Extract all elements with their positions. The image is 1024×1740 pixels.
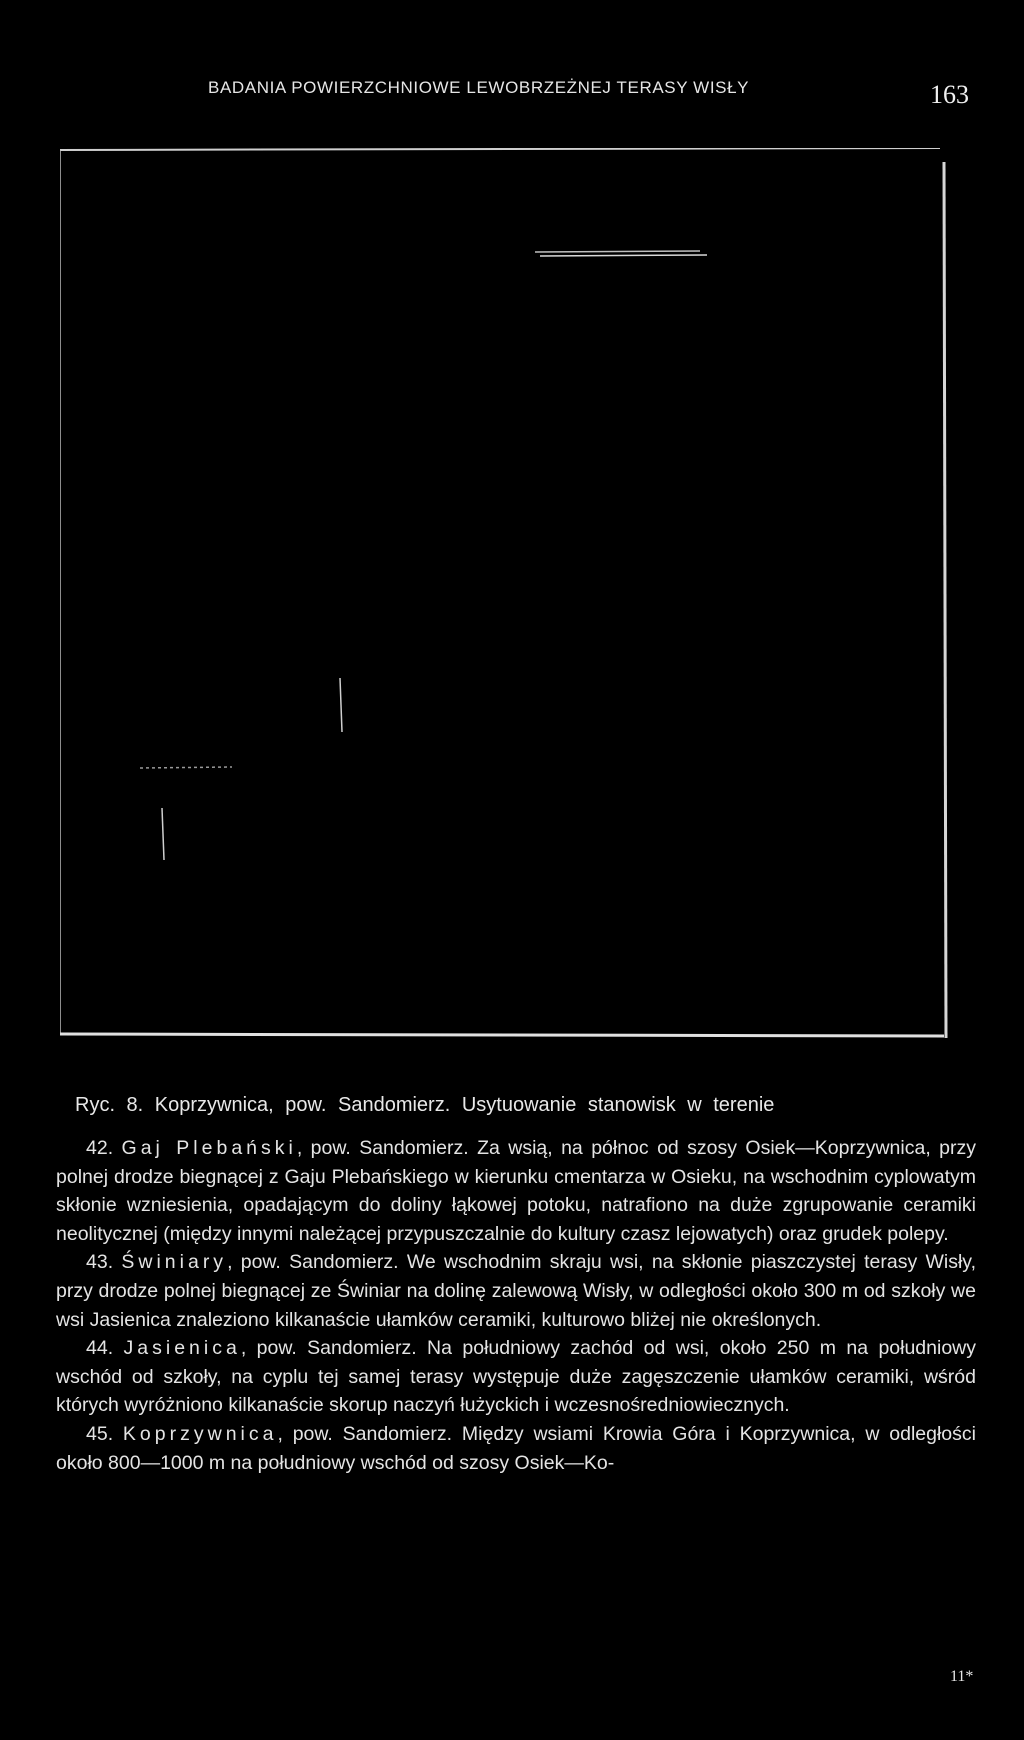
page-number: 163	[930, 80, 969, 109]
figure-caption: Ryc. 8. Koprzywnica, pow. Sandomierz. Usytuowanie stanowisk w terenie	[75, 1094, 775, 1116]
entry-number: 43.	[86, 1251, 114, 1274]
entry-text: , pow. Sandomierz. Na południowy zachód od wsi, około 250 m na południowy wschód od szkoły, na cyplu tej samej terasy występuje duże zagęszczenie ułamków ceramiki, wśród których wyróżniono kilkanaście skorup naczyń łużyckich i wczesnośredniowiecznych.	[56, 1337, 977, 1417]
map-frame-drawing	[60, 148, 950, 1040]
entry-place-name: Koprzywnica	[122, 1422, 278, 1445]
signature-mark: 11*	[950, 1668, 974, 1685]
entry-place-name: Gaj Plebański	[121, 1137, 297, 1159]
entry-number: 44.	[86, 1337, 114, 1360]
entry-text: , pow. Sandomierz. We wschodnim skraju wsi, na skłonie piaszczystej terasy Wisły, przy drodze polnej biegnącej ze Świniar na dolinę zalewową Wisły, w odległości około 300 m od szkoły we wsi Jasienica znaleziono kilkanaście ułamków ceramiki, kulturowo bliżej nie określonych.	[56, 1251, 977, 1331]
entry-paragraph	[56, 1134, 976, 1248]
body-text	[56, 1134, 976, 1477]
entry-number: 42.	[86, 1137, 114, 1159]
entry-paragraph	[56, 1334, 976, 1420]
figure-map	[60, 148, 950, 1040]
entry-paragraph	[56, 1420, 976, 1477]
entry-paragraph	[56, 1248, 976, 1334]
entry-number: 45.	[86, 1422, 114, 1445]
entry-place-name: Jasienica	[123, 1337, 241, 1360]
entry-place-name: Świniary	[121, 1251, 228, 1274]
running-title: BADANIA POWIERZCHNIOWE LEWOBRZEŻNEJ TERASY WISŁY	[208, 78, 750, 97]
entry-text: , pow. Sandomierz. Za wsią, na północ od szosy Osiek—Koprzywnica, przy polnej drodze biegnącej z Gaju Plebańskiego w kierunku cmentarza w Osieku, na wschodnim cyplowatym skłonie wzniesienia, opadającym do doliny łąkowej potoku, natrafiono na duże zgrupowanie ceramiki neolitycznej (między innymi należącej przypuszczalnie do kultury czasz lejowatych) oraz grudek polepy.	[56, 1137, 976, 1245]
entry-text: , pow. Sandomierz. Między wsiami Krowia Góra i Koprzywnica, w odległości około 800—1000 m na południowy wschód od szosy Osiek—Ko-	[56, 1422, 976, 1474]
